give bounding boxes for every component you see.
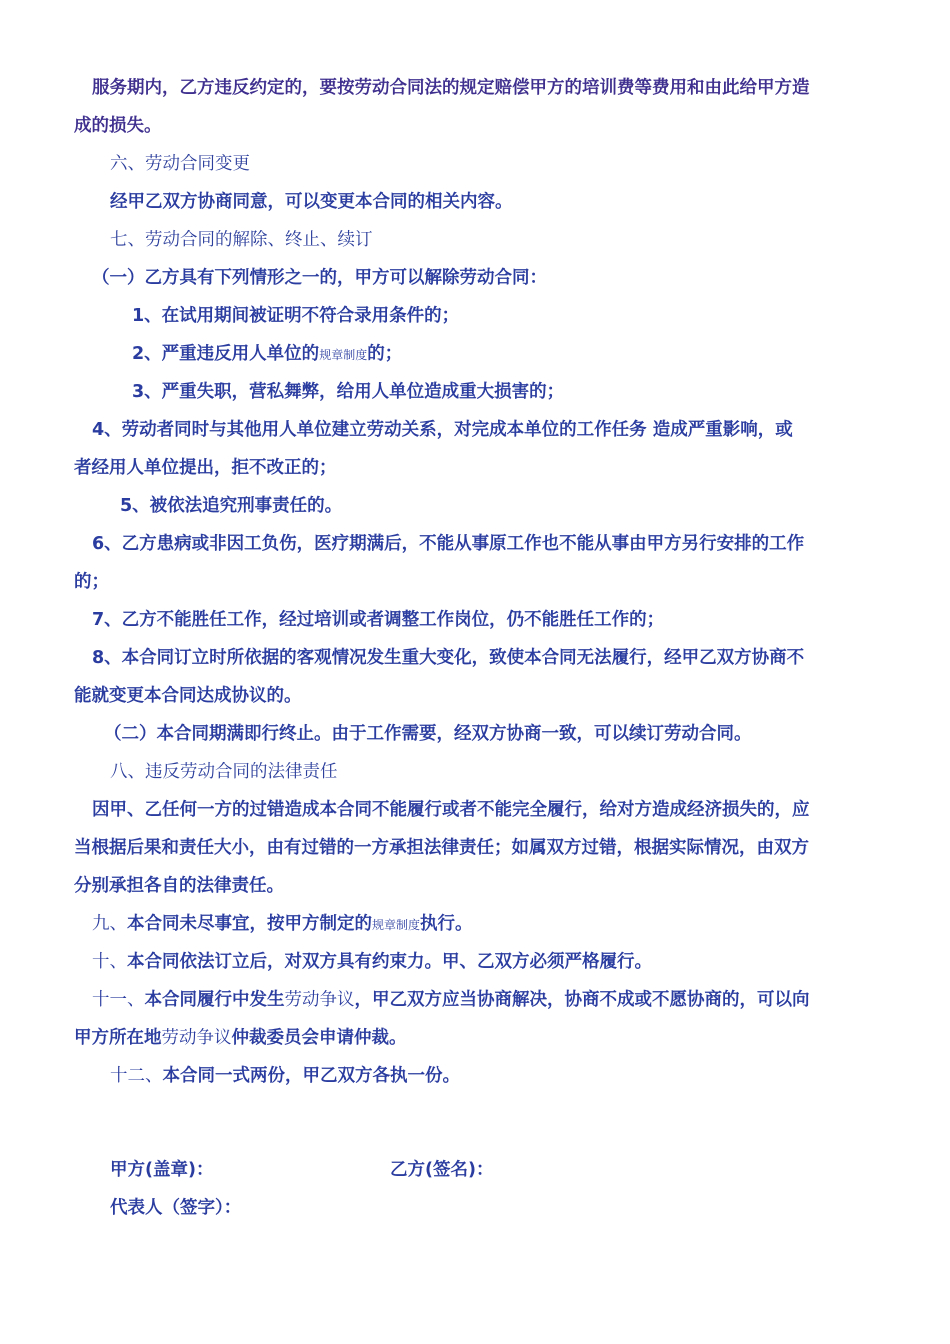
party-b-signature-label: 乙方(签名)： [390,1160,494,1180]
section-text: ，甲乙双方应当协商解决，协商不成或不愿协商的，可以向 [354,990,810,1010]
section-12 [110,1064,460,1088]
paragraph-line: 成的损失。 [74,116,162,136]
section-text: 本合同履行中发生 [144,990,285,1010]
inline-term: 劳动争议 [161,1028,232,1048]
list-item: 8、本合同订立时所依据的客观情况发生重大变化，致使本合同无法履行，经甲乙双方协商不 [92,648,805,668]
section-number: 十二、 [110,1066,163,1086]
inline-term: 规章制度 [319,348,368,362]
party-a-seal-label: 甲方(盖章)： [110,1160,214,1180]
section-11-continued [74,1026,407,1050]
subsection-heading-1: （一）乙方具有下列情形之一的，甲方可以解除劳动合同： [92,268,547,288]
section-text: 本合同依法订立后，对双方具有约束力。甲、乙双方必须严格履行。 [127,952,652,972]
section-11 [92,988,810,1012]
list-item-continued: 的； [74,572,109,592]
section-text: 执行。 [420,914,473,934]
list-item [132,342,402,367]
subsection-heading-2: （二）本合同期满即行终止。由于工作需要，经双方协商一致，可以续订劳动合同。 [104,724,752,744]
list-item-text: 的； [367,344,403,364]
section-text: 本合同未尽事宜，按甲方制定的 [127,914,372,934]
section-10 [92,950,652,974]
list-item: 3、严重失职，营私舞弊，给用人单位造成重大损害的； [132,382,565,402]
section-number: 十、 [92,952,127,972]
inline-term: 规章制度 [372,918,421,932]
section-heading-7: 七、劳动合同的解除、终止、续订 [110,230,373,250]
section-text: 仲裁委员会申请仲裁。 [231,1028,407,1048]
list-item-text: 2、严重违反用人单位的 [132,344,320,364]
section-number: 九、 [92,914,127,934]
paragraph-line: 服务期内，乙方违反约定的，要按劳动合同法的规定赔偿甲方的培训费等费用和由此给甲方造 [92,78,810,98]
paragraph-line: 分别承担各自的法律责任。 [74,876,284,896]
paragraph-line: 因甲、乙任何一方的过错造成本合同不能履行或者不能完全履行，给对方造成经济损失的，应 [92,800,810,820]
section-heading-8: 八、违反劳动合同的法律责任 [110,762,338,782]
inline-term: 劳动争议 [284,990,355,1010]
section-number: 十一、 [92,990,145,1010]
list-item: 6、乙方患病或非因工负伤，医疗期满后，不能从事原工作也不能从事由甲方另行安排的工作 [92,534,805,554]
list-item-continued: 者经用人单位提出，拒不改正的； [74,458,337,478]
paragraph-line: 当根据后果和责任大小，由有过错的一方承担法律责任；如属双方过错，根据实际情况，由双方 [74,838,809,858]
representative-signature-label: 代表人（签字）： [110,1198,242,1218]
section-text: 本合同一式两份，甲乙双方各执一份。 [162,1066,460,1086]
section-text: 甲方所在地 [74,1028,162,1048]
list-item: 4、劳动者同时与其他用人单位建立劳动关系，对完成本单位的工作任务 造成严重影响，或 [92,420,793,440]
section-heading-6: 六、劳动合同变更 [110,154,250,174]
list-item: 1、在试用期间被证明不符合录用条件的； [132,306,460,326]
paragraph-line: 经甲乙双方协商同意，可以变更本合同的相关内容。 [110,192,513,212]
section-9 [92,912,473,937]
list-item: 7、乙方不能胜任工作，经过培训或者调整工作岗位，仍不能胜任工作的； [92,610,665,630]
list-item-continued: 能就变更本合同达成协议的。 [74,686,302,706]
list-item: 5、被依法追究刑事责任的。 [120,496,343,516]
